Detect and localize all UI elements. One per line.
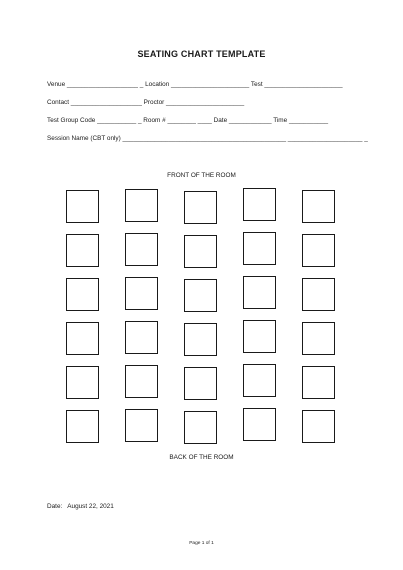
seat-r5-c2 — [125, 365, 158, 398]
seat-r5-c1 — [66, 366, 99, 399]
contact-proctor-line: Contact ____________________ Proctor ______________________ — [47, 99, 245, 106]
seat-r2-c3 — [184, 235, 217, 268]
page-title: SEATING CHART TEMPLATE — [137, 49, 266, 59]
seat-r4-c3 — [184, 323, 217, 356]
seat-r4-c1 — [66, 322, 99, 355]
seat-r3-c4 — [243, 276, 276, 309]
seat-r6-c2 — [125, 409, 158, 442]
seat-r3-c3 — [184, 279, 217, 312]
back-of-room-label: BACK OF THE ROOM — [169, 454, 234, 461]
seat-r2-c4 — [243, 232, 276, 265]
seat-r2-c2 — [125, 233, 158, 266]
seat-r6-c4 — [243, 408, 276, 441]
page-number: Page 1 of 1 — [189, 541, 214, 546]
document-date: Date: August 22, 2021 — [47, 503, 114, 510]
group-room-date-time-line: Test Group Code ___________ _ Room # ________ ____ Date ____________ Time ___________ — [47, 117, 329, 124]
seat-r1-c1 — [66, 190, 99, 223]
seat-r4-c2 — [125, 321, 158, 354]
seat-r1-c5 — [302, 190, 335, 223]
seat-r2-c1 — [66, 234, 99, 267]
venue-location-test-line: Venue ____________________ _ Location ______________________ Test ______________________ — [47, 81, 343, 88]
seat-r3-c5 — [302, 278, 335, 311]
seat-r5-c3 — [184, 367, 217, 400]
seat-r1-c4 — [243, 188, 276, 221]
seat-r2-c5 — [302, 234, 335, 267]
seat-r1-c2 — [125, 189, 158, 222]
seat-r3-c1 — [66, 278, 99, 311]
front-of-room-label: FRONT OF THE ROOM — [167, 172, 236, 179]
seat-r6-c5 — [302, 410, 335, 443]
session-name-line: Session Name (CBT only) ______________________________________________ _____________________ _ — [47, 135, 368, 142]
seat-r5-c5 — [302, 366, 335, 399]
seat-r4-c4 — [243, 320, 276, 353]
seat-r4-c5 — [302, 322, 335, 355]
seat-r1-c3 — [184, 191, 217, 224]
seat-r3-c2 — [125, 277, 158, 310]
seat-r5-c4 — [243, 364, 276, 397]
seat-r6-c3 — [184, 411, 217, 444]
seat-r6-c1 — [66, 410, 99, 443]
